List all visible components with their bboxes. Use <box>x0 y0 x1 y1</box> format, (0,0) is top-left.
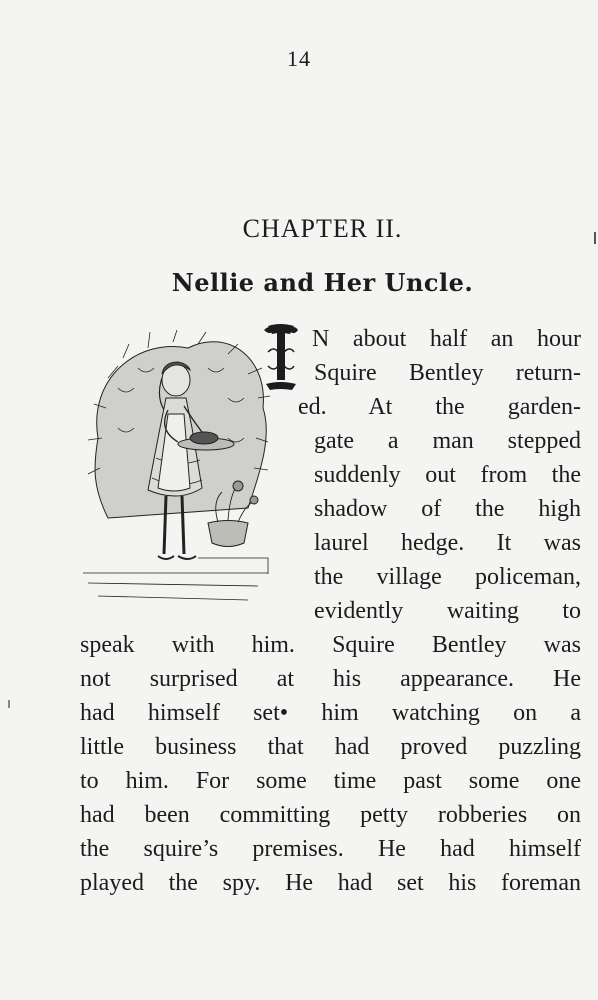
body-line-11: not surprised at his appearance. He <box>80 666 581 692</box>
body-line-4: gate a man stepped <box>314 428 581 454</box>
chapter-title: CHAPTER II. <box>242 214 403 243</box>
chapter-subtitle: Nellie and Her Uncle. <box>171 268 474 297</box>
body-line-15: had been committing petty robberies on <box>80 802 581 828</box>
page-number: 14 <box>287 46 311 71</box>
body-line-17: played the spy. He had set his foreman <box>80 870 581 896</box>
page-edge-mark <box>8 700 10 708</box>
body-line-3: ed. At the garden- <box>298 394 581 420</box>
body-line-6: shadow of the high <box>314 496 581 522</box>
body-line-10: speak with him. Squire Bentley was <box>80 632 581 658</box>
girl-with-basket-illustration <box>78 318 278 618</box>
body-line-5: suddenly out from the <box>314 462 581 488</box>
body-line-1: N about half an hour <box>312 326 581 352</box>
body-line-16: the squire’s premises. He had himself <box>80 836 581 862</box>
body-line-7: laurel hedge. It was <box>314 530 581 556</box>
body-line-9: evidently waiting to <box>314 598 581 624</box>
page-edge-mark <box>594 232 596 244</box>
body-line-14: to him. For some time past some one <box>80 768 581 794</box>
body-line-8: the village policeman, <box>314 564 581 590</box>
body-line-2: Squire Bentley return- <box>314 360 581 386</box>
body-line-13: little business that had proved puzzling <box>80 734 581 760</box>
body-line-12: had himself set• him watching on a <box>80 700 581 726</box>
